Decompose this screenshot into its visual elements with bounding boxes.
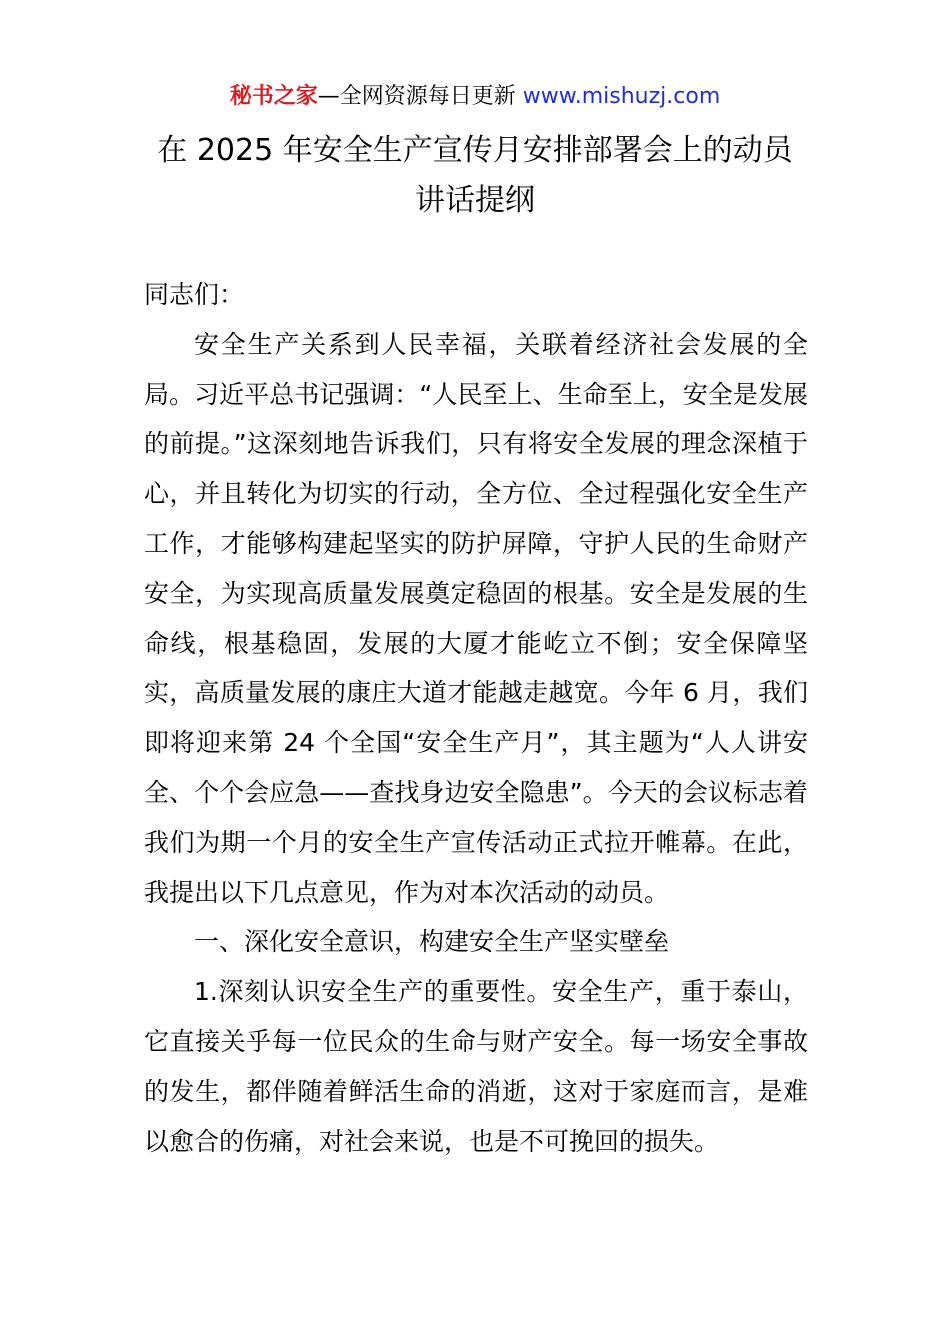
document-title: [60, 126, 890, 226]
document-body: [144, 270, 808, 1166]
salutation: 同志们：: [144, 280, 245, 309]
intro-paragraph: 安全生产关系到人民幸福，关联着经济社会发展的全局。习近平总书记强调：“人民至上、生命至上，安全是发展的前提。”这深刻地告诉我们，只有将安全发展的理念深植于心，并且转化为切实的行动，全方位、全过程强化安全生产工作，才能够构建起坚实的防护屏障，守护人民的生命财产安全，为实现高质量发展奠定稳固的根基。安全是发展的生命线，根基稳固，发展的大厦才能屹立不倒；安全保障坚实，高质量发展的康庄大道才能越走越宽。今年 6 月，我们即将迎来第 24 个全国“安全生产月”，其主题为“人人讲安全、个个会应急——查找身边安全隐患”。今天的会议标志着我们为期一个月的安全生产宣传活动正式拉开帷幕。在此，我提出以下几点意见，作为对本次活动的动员。: [144, 329, 808, 907]
title-line-1: 在 2025 年安全生产宣传月安排部署会上的动员: [157, 133, 793, 168]
watermark-brand: 秘书之家: [229, 84, 318, 109]
section-1-item-1: 1.深刻认识安全生产的重要性。安全生产，重于泰山，它直接关乎每一位民众的生命与财产安全。每一场安全事故的发生，都伴随着鲜活生命的消逝，这对于家庭而言，是难以愈合的伤痛，对社会来说，也是不可挽回的损失。: [144, 977, 808, 1156]
title-line-2: 讲话提纲: [415, 183, 535, 218]
watermark-url[interactable]: www.mishuzj.com: [522, 84, 721, 109]
watermark-banner: [0, 82, 950, 112]
watermark-description: —全网资源每日更新: [317, 84, 523, 109]
section-1-heading: 一、深化安全意识，构建安全生产坚实壁垒: [194, 927, 670, 957]
